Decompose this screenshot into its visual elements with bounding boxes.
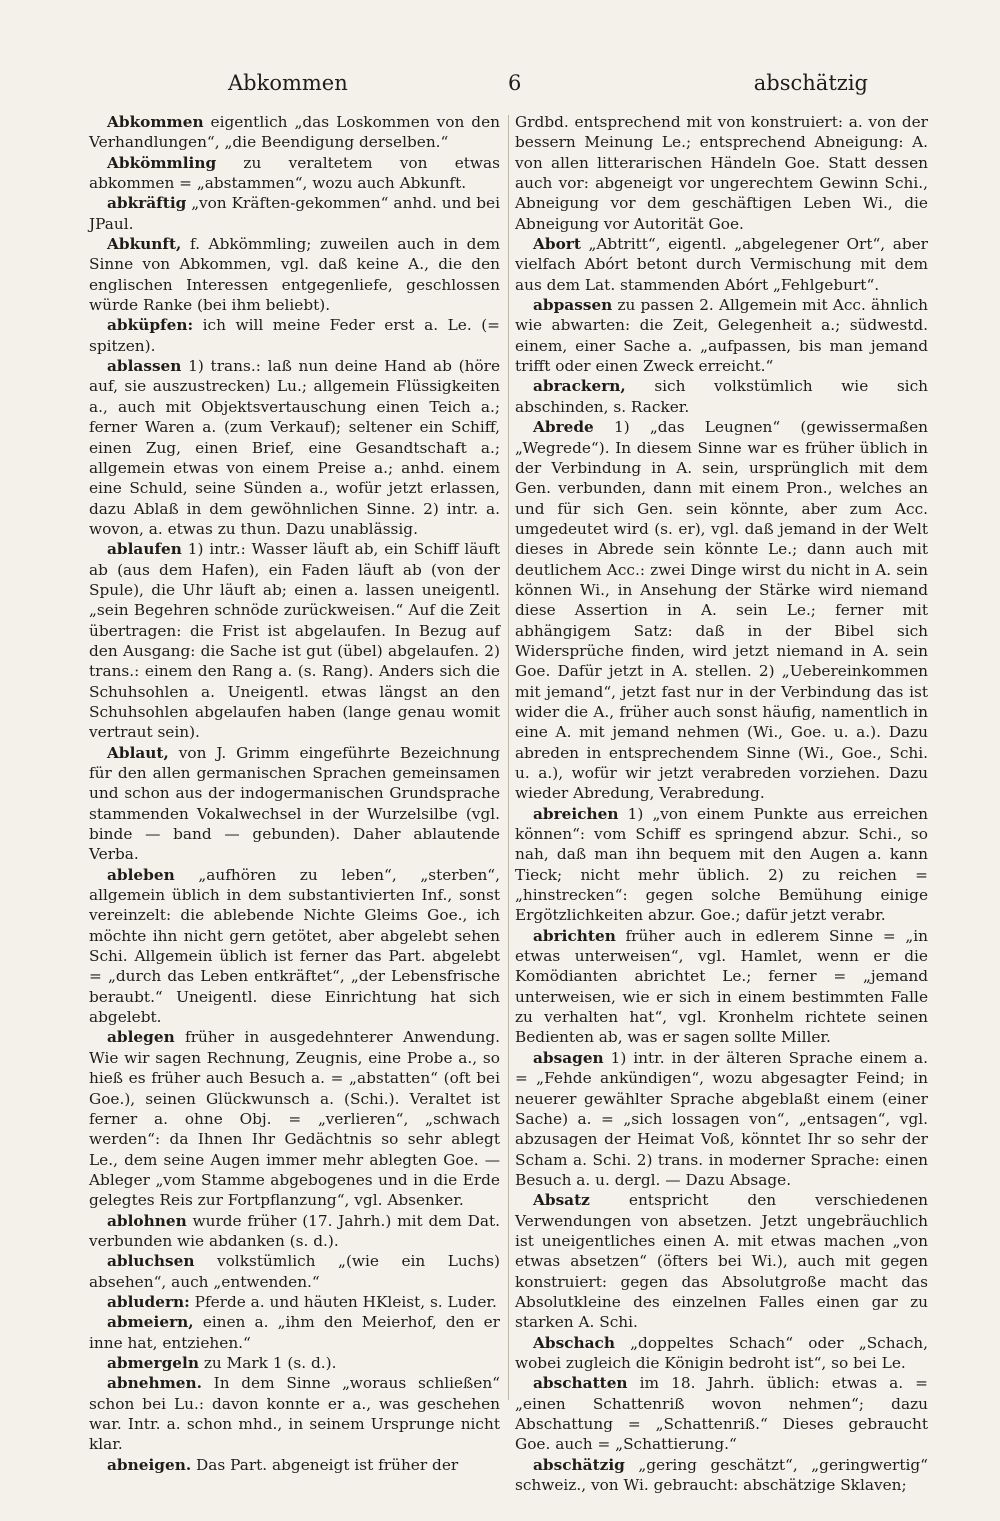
entry-headword: Abkommen (107, 113, 204, 131)
dictionary-entry (515, 1190, 928, 1332)
entry-text: früher in ausgedehnterer Anwendung. Wie wir sagen Rechnung, Zeugnis, eine Probe a., so hieß es früher auch Besuch a. = „abstatten“ (oft bei Goe.), seinen Glückwunsch a. (Schi.). Veraltet ist ferner a. ohne Obj. = „verlieren“, „schwach werden“: da Ihnen Ihr Gedächtnis so sehr ablegt Le., dem seine Augen immer mehr ablegten Goe. — Ableger „vom Stamme abgebogenes und in die Erde gelegtes Reis zur Fortpflanzung“, vgl. Absenker. (89, 1028, 500, 1210)
entry-text: zu passen 2. Allgemein mit Acc. ähnlich wie abwarten: die Zeit, Gelegenheit a.; südwestd. einem, einer Sache a. „aufpassen, bis man jemand trifft oder einen Zweck erreicht.“ (515, 296, 928, 376)
entry-text: 1) trans.: laß nun deine Hand ab (höre auf, sie auszustrecken) Lu.; allgemein Flüssigkeiten a., auch mit Objektsvertauschung einen Teich a.; ferner Waren a. (zum Verkauf); seltener ein Schiff, einen Zug, einen Brief, eine Gesandtschaft a.; allgemein etwas von einem Preise a.; anhd. einem eine Schuld, seine Sünden a., wofür jetzt erlassen, dazu Ablaß in dem gewöhnlichen Sinne. 2) intr. a. wovon, a. etwas zu thun. Dazu unablässig. (89, 357, 500, 538)
dictionary-entry (89, 743, 500, 865)
entry-text: 1) intr.: Wasser läuft ab, ein Schiff läuft ab (aus dem Hafen), ein Faden läuft ab (von der Spule), die Uhr läuft ab; einen a. lassen uneigentl. „sein Begehren schnöde zurückweisen.“ Auf die Zeit übertragen: die Frist ist abgelaufen. In Bezug auf den Ausgang: die Sache ist gut (übel) abgelaufen. 2) trans.: einem den Rang a. (s. Rang). Anders sich die Schuhsohlen a. Uneigentl. etwas längst an den Schuhsohlen abgelaufen haben (lange genau womit vertraut sein). (89, 540, 500, 742)
entry-text: Grdbd. entsprechend mit von konstruiert: a. von der bessern Meinung Le.; entsprechend Abneigung: A. von allen litterarischen Händeln Goe. Statt dessen auch vor: abgeneigt vor ungerechtem Gewinn Schi., Abneigung vor dem geschäftigen Leben Wi., die Abneigung vor Autorität Goe. (515, 113, 928, 233)
entry-text: entspricht den verschiedenen Verwendungen von absetzen. Jetzt ungebräuchlich ist uneigentliches einen A. mit etwas machen „von etwas absetzen“ (öfters bei Wi.), auch mit gegen konstruiert: gegen das Absolutgroße macht das Absolutkleine des einzelnen Falles einen gar zu starken A. Schi. (515, 1191, 928, 1332)
dictionary-entry (515, 417, 928, 804)
entry-text: früher auch in edlerem Sinne = „in etwas unterweisen“, vgl. Hamlet, wenn er die Komödianten abrichtet Le.; ferner = „jemand unterweisen, wie er sich in einem bestimmten Falle zu verhalten hat“, vgl. Kronhelm richtete seinen Bedienten ab, was er sagen sollte Miller. (515, 926, 928, 1047)
entry-headword: abschätzig (533, 1455, 625, 1474)
dictionary-entry (89, 1353, 500, 1373)
dictionary-entry (89, 356, 500, 539)
entry-text: ich will meine Feder erst a. Le. (= spitzen). (89, 316, 500, 355)
dictionary-entry (515, 112, 928, 234)
dictionary-entry (515, 804, 928, 926)
dictionary-entry (89, 1312, 500, 1353)
right-column (515, 112, 928, 1495)
entry-headword: abrichten (533, 926, 616, 945)
entry-text: „von Kräften-gekommen“ anhd. und bei JPaul. (89, 194, 500, 233)
entry-headword: abludern: (107, 1292, 190, 1311)
entry-headword: Absatz (533, 1191, 590, 1210)
running-head (90, 68, 940, 102)
dictionary-entry (89, 193, 500, 234)
dictionary-entry (89, 112, 500, 153)
entry-text: 1) intr. in der älteren Sprache einem a. = „Fehde ankündigen“, wozu abgesagter Feind; in neuerer gewählter Sprache abgeblaßt einem (einer Sache) a. = „sich lossagen von“, „entsagen“, vgl. abzusagen der Heimat Voß, könntet Ihr so sehr der Scham a. Schi. 2) trans. in moderner Sprache: einen Besuch a. u. dergl. — Dazu Absage. (515, 1048, 928, 1189)
entry-text: Pferde a. und häuten HKleist, s. Luder. (189, 1292, 497, 1311)
entry-headword: Abschach (533, 1333, 615, 1352)
entry-headword: abpassen (533, 296, 613, 315)
entry-headword: abreichen (533, 804, 619, 823)
entry-text: 1) „das Leugnen“ (gewissermaßen „Wegrede“). In diesem Sinne war es früher üblich in der Verbindung in A. sein, ursprünglich mit dem Gen. verbunden, dann mit einem Pron., welches an und für sich Gen. sein könnte, aber zum Acc. umgedeutet wird (s. er), vgl. daß jemand in der Welt dieses in Abrede sein könnte Le.; dann auch mit deutlichem Acc.: zwei Dinge wirst du nicht in A. sein können Wi., in Ansehung der Stärke wird niemand diese Assertion in A. sein Le.; ferner mit abhängigem Satz: daß in der Bibel sich Widersprüche finden, wird jetzt niemand in A. sein Goe. Dafür jetzt in A. stellen. 2) „Uebereinkommen mit jemand“, jetzt fast nur in der Verbindung das ist wider die A., früher auch sonst häufig, namentlich in eine A. mit jemand nehmen (Wi., Goe. u. a.). Dazu abreden in entsprechendem Sinne (Wi., Goe., Schi. u. a.), wofür wir jetzt verabreden vorziehen. Dazu wieder Abredung, Verabredung. (515, 418, 928, 803)
entry-text: „aufhören zu leben“, „sterben“, allgemein üblich in dem substantivierten Inf., sonst vereinzelt: die ablebende Nichte Gleims Goe., ich möchte ihn nicht gern getötet, aber abgelebt sehen Schi. Allgemein üblich ist ferner das Part. abgelebt = „durch das Leben entkräftet“, „der Lebensfrische beraubt.“ Uneigentl. diese Einrichtung hat sich abgelebt. (89, 865, 500, 1027)
dictionary-entry (89, 1292, 500, 1312)
dictionary-entry (89, 1211, 500, 1252)
dictionary-entry (89, 865, 500, 1028)
entry-headword: abneigen. (107, 1455, 192, 1474)
entry-headword: ablegen (107, 1028, 175, 1047)
entry-headword: abmergeln (107, 1353, 199, 1372)
entry-headword: ablohnen (107, 1211, 187, 1230)
entry-headword: abmeiern, (107, 1313, 194, 1332)
dictionary-entry (89, 1455, 500, 1475)
entry-text: zu Mark 1 (s. d.). (198, 1353, 337, 1372)
entry-text: sich volkstümlich wie sich abschinden, s. Racker. (515, 377, 928, 416)
entry-text: eigentlich „das Loskommen von den Verhandlungen“, „die Beendigung derselben.“ (89, 113, 500, 152)
dictionary-entry (515, 1048, 928, 1190)
dictionary-entry (515, 1333, 928, 1374)
dictionary-entry (515, 1455, 928, 1496)
entry-text: im 18. Jahrh. üblich: etwas a. = „einen Schattenriß wovon nehmen“; dazu Abschattung = „Schattenriß.“ Dieses gebraucht Goe. auch = „Schattierung.“ (515, 1374, 928, 1454)
dictionary-entry (89, 539, 500, 742)
entry-text: einen a. „ihm den Meierhof, den er inne hat, entziehen.“ (89, 1313, 500, 1352)
dictionary-entry (89, 1373, 500, 1454)
dictionary-entry (515, 1373, 928, 1454)
entry-headword: abküpfen: (107, 316, 194, 335)
entry-text: „doppeltes Schach“ oder „Schach, wobei zugleich die Königin bedroht ist“, so bei Le. (515, 1333, 928, 1372)
page-number: 6 (508, 71, 522, 95)
left-column (89, 112, 500, 1474)
entry-headword: abkräftig (107, 194, 187, 213)
dictionary-entry (89, 1027, 500, 1210)
dictionary-entry (515, 234, 928, 295)
entry-headword: abluchsen (107, 1252, 195, 1271)
header-left-catchword: Abkommen (228, 71, 348, 95)
entry-text: von J. Grimm eingeführte Bezeichnung für den allen germanischen Sprachen gemeinsamen und schon aus der indogermanischen Grundsprache stammenden Vokalwechsel in der Wurzelsilbe (vgl. binde — band — gebunden). Daher ablautende Verba. (89, 743, 500, 864)
dictionary-entry (89, 234, 500, 315)
entry-headword: Abrede (533, 418, 594, 437)
entry-headword: ablaufen (107, 540, 182, 559)
dictionary-entry (515, 926, 928, 1048)
entry-headword: Abkömmling (107, 153, 217, 172)
dictionary-entry (515, 376, 928, 417)
entry-headword: Abkunft, (107, 235, 182, 254)
entry-headword: abrackern, (533, 377, 626, 396)
entry-text: f. Abkömmling; zuweilen auch in dem Sinne von Abkommen, vgl. daß keine A., die den englischen Interessen entgegenliefe, geschlossen würde Ranke (bei ihm beliebt). (89, 235, 500, 315)
entry-text: 1) „von einem Punkte aus erreichen können“: vom Schiff es springend abzur. Schi., so nah, daß man ihn bequem mit den Augen a. kann Tieck; nicht mehr üblich. 2) zu reichen = „hinstrecken“: gegen solche Bemühung einige Ergötzlichkeiten abzur. Goe.; dafür jetzt verabr. (515, 804, 928, 925)
entry-headword: Abort (533, 235, 581, 254)
dictionary-entry (89, 315, 500, 356)
column-divider (508, 115, 509, 1400)
entry-text: In dem Sinne „woraus schließen“ schon bei Lu.: davon konnte er a., was geschehen war. Intr. a. schon mhd., in seinem Ursprunge nicht klar. (89, 1374, 500, 1454)
entry-headword: Ablaut, (107, 743, 169, 762)
entry-text: wurde früher (17. Jahrh.) mit dem Dat. verbunden wie abdanken (s. d.). (89, 1211, 500, 1250)
entry-text: Das Part. abgeneigt ist früher der (191, 1455, 459, 1474)
dictionary-entry (89, 1251, 500, 1292)
dictionary-entry (89, 153, 500, 194)
entry-text: volkstümlich „(wie ein Luchs) absehen“, auch „entwenden.“ (89, 1252, 500, 1291)
entry-text: „Abtritt“, eigentl. „abgelegener Ort“, aber vielfach Abórt betont durch Vermischung mit dem aus dem Lat. stammenden Abórt „Fehlgeburt“. (515, 235, 928, 294)
dictionary-entry (515, 295, 928, 376)
entry-headword: absagen (533, 1048, 604, 1067)
header-right-catchword: abschätzig (753, 71, 868, 95)
entry-text: zu veraltetem von etwas abkommen = „abstammen“, wozu auch Abkunft. (89, 153, 500, 193)
entry-text: „gering geschätzt“, „geringwertig“ schweiz., von Wi. gebraucht: abschätzige Sklaven; (515, 1455, 928, 1495)
entry-headword: abnehmen. (107, 1374, 202, 1393)
entry-headword: abschatten (533, 1374, 628, 1393)
entry-headword: ableben (107, 865, 175, 884)
entry-headword: ablassen (107, 357, 182, 376)
